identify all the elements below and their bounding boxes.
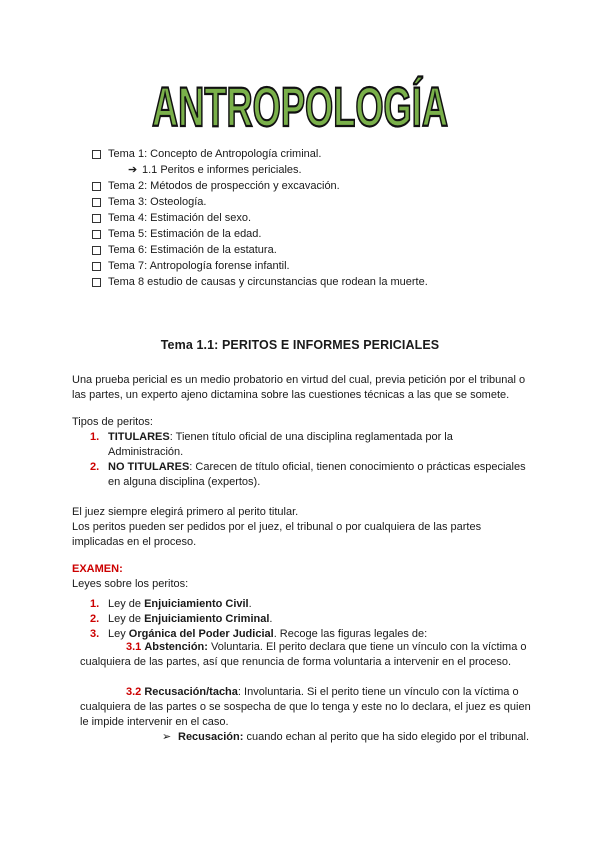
checkbox-icon[interactable] bbox=[92, 230, 101, 239]
toc-item-tema-2[interactable]: Tema 2: Métodos de prospección y excavación. bbox=[92, 178, 428, 194]
checkbox-icon[interactable] bbox=[92, 150, 101, 159]
checkbox-icon[interactable] bbox=[92, 262, 101, 271]
list-item: 2. NO TITULARES: Carecen de título oficial, tienen conocimiento o prácticas especiales en alguna disciplina (expertos). bbox=[90, 461, 526, 488]
arrowhead-bullet-icon: ➢ bbox=[162, 731, 172, 743]
toc-item-tema-3[interactable]: Tema 3: Osteología. bbox=[92, 194, 428, 210]
checkbox-icon[interactable] bbox=[92, 214, 101, 223]
abstencion-item: 3.1 Abstención: Voluntaria. El perito declara que tiene un vínculo con la víctima o cualquiera de las partes, así que renuncia de forma voluntaria a intervenir en el proceso. bbox=[80, 641, 527, 668]
title-wordart bbox=[140, 72, 460, 138]
toc-item-tema-4[interactable]: Tema 4: Estimación del sexo. bbox=[92, 210, 428, 226]
toc-item-1-1[interactable]: ➔ 1.1 Peritos e informes periciales. bbox=[128, 164, 302, 176]
term: NO TITULARES bbox=[108, 461, 190, 473]
list-number: 2. bbox=[90, 461, 100, 473]
list-number: 2. bbox=[90, 613, 100, 625]
toc-item-tema-1[interactable]: Tema 1: Concepto de Antropología criminal. bbox=[92, 146, 428, 162]
juez-paragraph: El juez siempre elegirá primero al perito titular. bbox=[72, 506, 299, 518]
toc-item-tema-7[interactable]: Tema 7: Antropología forense infantil. bbox=[92, 258, 428, 274]
section-heading: Tema 1.1: PERITOS E INFORMES PERICIALES bbox=[160, 338, 440, 352]
list-item: 2. Ley de Enjuiciamiento Criminal. bbox=[90, 613, 273, 625]
sub-number: 3.1 bbox=[126, 641, 142, 653]
tipos-label: Tipos de peritos: bbox=[72, 416, 153, 428]
title-banner bbox=[0, 72, 600, 138]
term: TITULARES bbox=[108, 431, 170, 443]
arrow-right-icon: ➔ bbox=[128, 164, 138, 176]
toc-item-tema-8[interactable]: Tema 8 estudio de causas y circunstancias que rodean la muerte. bbox=[92, 274, 428, 290]
checkbox-icon[interactable] bbox=[92, 182, 101, 191]
leyes-label: Leyes sobre los peritos: bbox=[72, 578, 189, 590]
recusacion-definition: ➢ Recusación: cuando echan al perito que ha sido elegido por el tribunal. bbox=[162, 731, 530, 743]
sub-number: 3.2 bbox=[126, 686, 142, 698]
list-number: 3. bbox=[90, 628, 100, 640]
tipos-list bbox=[90, 430, 530, 490]
examen-label: EXAMEN: bbox=[72, 563, 123, 575]
list-item: 1. Ley de Enjuiciamiento Civil. bbox=[90, 598, 252, 610]
leyes-list bbox=[90, 597, 530, 642]
checkbox-icon[interactable] bbox=[92, 246, 101, 255]
toc-item-tema-5[interactable]: Tema 5: Estimación de la edad. bbox=[92, 226, 428, 242]
intro-paragraph: Una prueba pericial es un medio probatorio en virtud del cual, previa petición por el tribunal o las partes, un experto ajeno dictamina sobre las cuestiones técnicas a las que se somete. bbox=[72, 374, 526, 401]
list-item: 1. TITULARES: Tienen título oficial de una disciplina reglamentada por la Administración. bbox=[90, 431, 453, 458]
table-of-contents bbox=[92, 146, 428, 290]
list-item: 3. Ley Orgánica del Poder Judicial. Recoge las figuras legales de: bbox=[90, 628, 428, 640]
list-number: 1. bbox=[90, 598, 100, 610]
checkbox-icon[interactable] bbox=[92, 198, 101, 207]
page-title: ANTROPOLOGÍA bbox=[152, 75, 448, 138]
recusacion-item: 3.2 Recusación/tacha: Involuntaria. Si el perito tiene un vínculo con la víctima o cualquiera de las partes o se sospecha de que lo tenga y este no lo declara, el juez es quien le impide intervenir en el caso. bbox=[80, 686, 531, 728]
checkbox-icon[interactable] bbox=[92, 278, 101, 287]
list-number: 1. bbox=[90, 431, 100, 443]
pedidos-paragraph: Los peritos pueden ser pedidos por el juez, el tribunal o por cualquiera de las partes implicadas en el proceso. bbox=[72, 521, 482, 548]
toc-item-tema-6[interactable]: Tema 6: Estimación de la estatura. bbox=[92, 242, 428, 258]
